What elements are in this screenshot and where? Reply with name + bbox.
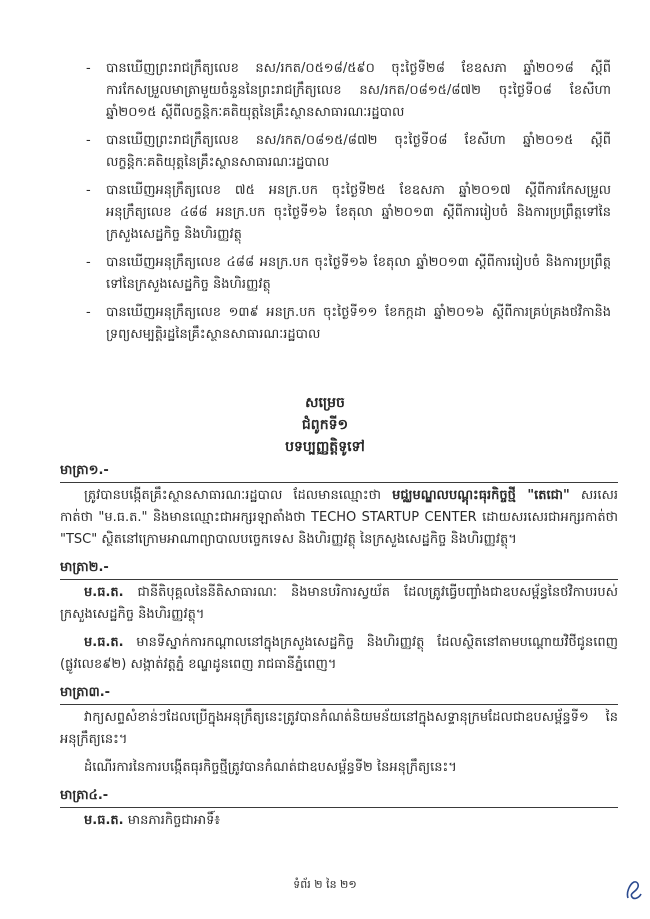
abbreviation: ម.ធ.ត.: [84, 635, 124, 650]
initials-signature-icon: [624, 878, 644, 902]
preamble-list: [86, 58, 611, 352]
chapter-number: ជំពូកទី១: [301, 417, 349, 433]
article-2-heading: មាត្រា២.-: [60, 557, 618, 580]
article-4-heading: មាត្រា៤.-: [60, 785, 618, 808]
article-2-paragraph-2: [60, 632, 618, 676]
preamble-item: - បានឃើញអនុក្រឹត្យលេខ ១៣៩ អនក្រ.បក ចុះថ្ងៃទី១១ ខែកក្កដា ឆ្នាំ២០១៦ ស្តីពីការគ្រប់គ្រងថវិកានិងទ្រព្យសម្បត្តិរដ្ឋនៃគ្រឹះស្ថានសាធារណៈរដ្ឋបាល: [86, 305, 611, 342]
page-number: ទំព័រ ២ នៃ ២១: [293, 878, 357, 891]
preamble-text: បានឃើញព្រះរាជក្រឹត្យលេខ នស/រកត/០៥១៨/៥៩០ ចុះថ្ងៃទី២៨ ខែឧសភា ឆ្នាំ២០១៨ ស្តីពីការកែសម្រួលមាត្រាមួយចំនួននៃព្រះរាជក្រឹត្យលេខ នស/រកត/០៨១៥/៨៧២ ចុះថ្ងៃទី០៨ ខែសីហា ឆ្នាំ២០១៥ ស្តីពីលក្ខន្តិកៈគតិយុត្តនៃគ្រឹះស្ថានសាធារណៈរដ្ឋបាល: [106, 61, 611, 120]
preamble-text: បានឃើញអនុក្រឹត្យលេខ ១៣៩ អនក្រ.បក ចុះថ្ងៃទី១១ ខែកក្កដា ឆ្នាំ២០១៦ ស្តីពីការគ្រប់គ្រងថវិកានិងទ្រព្យសម្បត្តិរដ្ឋនៃគ្រឹះស្ថានសាធារណៈរដ្ឋបាល: [106, 305, 611, 342]
preamble-text: បានឃើញអនុក្រឹត្យលេខ ៧៥ អនក្រ.បក ចុះថ្ងៃទី២៥ ខែឧសភា ឆ្នាំ២០១៧ ស្តីពីការកែសម្រួលអនុក្រឹត្យលេខ ៤៨៨ អនក្រ.បក ចុះថ្ងៃទី១៦ ខែតុលា ឆ្នាំ២០១៣ ស្តីពីការរៀបចំ និងការប្រព្រឹត្តទៅនៃក្រសួងសេដ្ឋកិច្ច និងហិរញ្ញវត្ថុ: [106, 183, 611, 242]
article-3-heading: មាត្រា៣.-: [60, 682, 618, 705]
preamble-item: - បានឃើញអនុក្រឹត្យលេខ ៤៨៨ អនក្រ.បក ចុះថ្ងៃទី១៦ ខែតុលា ឆ្នាំ២០១៣ ស្តីពីការរៀបចំ និងការប្រព្រឹត្តទៅនៃក្រសួងសេដ្ឋកិច្ច និងហិរញ្ញវត្ថុ: [86, 255, 611, 292]
article-1-text: ត្រូវបានបង្កើតគ្រឹះស្ថានសាធារណៈរដ្ឋបាល ដែលមានឈ្មោះថា: [84, 488, 393, 503]
article-1-text-rest: សរសេរកាត់ថា "ម.ធ.ត." និងមានឈ្មោះជាអក្សរឡាតាំងថា TECHO STARTUP CENTER ដោយសរសេរជាអក្សរកាត់ថា "TSC" ស្ថិតនៅក្រោមអាណាព្យាបាលបច្ចេកទេស និងហិរញ្ញវត្ថុ នៃក្រសួងសេដ្ឋកិច្ច និងហិរញ្ញវត្ថុ។: [60, 488, 618, 547]
article-2-text: ជានីតិបុគ្គលនៃនីតិសាធារណៈ និងមានបរិការស្វយ័ត ដែលត្រូវធ្វើបញ្ចាំងជាឧបសម្ព័ន្ធនៃថវិកាបរបស់ក្រសួងសេដ្ឋកិច្ច និងហិរញ្ញវត្ថុ។: [60, 585, 618, 622]
articles: [60, 460, 618, 838]
article-4-text: មានភារកិច្ចជាអាទិ៍៖: [123, 813, 221, 828]
center-name: មជ្ឈមណ្ឌលបណ្តុះធុរកិច្ចថ្មី "តេជោ": [392, 488, 570, 503]
article-2-text: មានទីស្នាក់ការកណ្តាលនៅក្នុងក្រសួងសេដ្ឋកិច្ច និងហិរញ្ញវត្ថុ ដែលស្ថិតនៅតាមបណ្តោយវិថីជូនពេញ (ផ្លូវលេខ៩២) សង្កាត់វត្តភ្នំ ខណ្ឌដូនពេញ រាជធានីភ្នំពេញ។: [60, 635, 618, 672]
article-1-heading: មាត្រា១.-: [60, 460, 618, 483]
chapter-title: បទប្បញ្ញត្តិទូទៅ: [285, 439, 365, 455]
article-1-paragraph: [60, 485, 618, 551]
preamble-item: - បានឃើញព្រះរាជក្រឹត្យលេខ នស/រកត/០៨១៥/៨៧២ ចុះថ្ងៃទី០៨ ខែសីហា ឆ្នាំ២០១៥ ស្តីពីលក្ខន្តិកៈគតិយុត្តនៃគ្រឹះស្ថានសាធារណៈរដ្ឋបាល: [86, 133, 611, 170]
decision-heading: [0, 392, 650, 458]
article-2-paragraph-1: [60, 582, 618, 626]
article-3-paragraph-2: ដំណើរការនៃការបង្កើតធុរកិច្ចថ្មីត្រូវបានកំណត់ជាឧបសម្ព័ន្ធទី២ នៃអនុក្រឹត្យនេះ។: [84, 760, 457, 775]
preamble-item: - បានឃើញព្រះរាជក្រឹត្យលេខ នស/រកត/០៥១៨/៥៩០ ចុះថ្ងៃទី២៨ ខែឧសភា ឆ្នាំ២០១៨ ស្តីពីការកែសម្រួលមាត្រាមួយចំនួននៃព្រះរាជក្រឹត្យលេខ នស/រកត/០៨១៥/៨៧២ ចុះថ្ងៃទី០៨ ខែសីហា ឆ្នាំ២០១៥ ស្តីពីលក្ខន្តិកៈគតិយុត្តនៃគ្រឹះស្ថានសាធារណៈរដ្ឋបាល: [86, 61, 611, 120]
preamble-item: - បានឃើញអនុក្រឹត្យលេខ ៧៥ អនក្រ.បក ចុះថ្ងៃទី២៥ ខែឧសភា ឆ្នាំ២០១៧ ស្តីពីការកែសម្រួលអនុក្រឹត្យលេខ ៤៨៨ អនក្រ.បក ចុះថ្ងៃទី១៦ ខែតុលា ឆ្នាំ២០១៣ ស្តីពីការរៀបចំ និងការប្រព្រឹត្តទៅនៃក្រសួងសេដ្ឋកិច្ច និងហិរញ្ញវត្ថុ: [86, 183, 611, 242]
article-3-paragraph-1: វាក្យសព្ទសំខាន់ៗដែលប្រើក្នុងអនុក្រឹត្យនេះត្រូវបានកំណត់និយមន័យនៅក្នុងសទ្ទានុក្រមដែលជាឧបសម្ព័ន្ធទី១ នៃអនុក្រឹត្យនេះ។: [60, 710, 618, 747]
preamble-text: បានឃើញអនុក្រឹត្យលេខ ៤៨៨ អនក្រ.បក ចុះថ្ងៃទី១៦ ខែតុលា ឆ្នាំ២០១៣ ស្តីពីការរៀបចំ និងការប្រព្រឹត្តទៅនៃក្រសួងសេដ្ឋកិច្ច និងហិរញ្ញវត្ថុ: [106, 255, 611, 292]
decision-title: សម្រេច: [305, 395, 345, 411]
abbreviation: ម.ធ.ត.: [84, 813, 124, 828]
abbreviation: ម.ធ.ត.: [84, 585, 124, 600]
article-4-paragraph: [60, 810, 618, 832]
preamble-text: បានឃើញព្រះរាជក្រឹត្យលេខ នស/រកត/០៨១៥/៨៧២ ចុះថ្ងៃទី០៨ ខែសីហា ឆ្នាំ២០១៥ ស្តីពីលក្ខន្តិកៈគតិយុត្តនៃគ្រឹះស្ថានសាធារណៈរដ្ឋបាល: [106, 133, 611, 170]
